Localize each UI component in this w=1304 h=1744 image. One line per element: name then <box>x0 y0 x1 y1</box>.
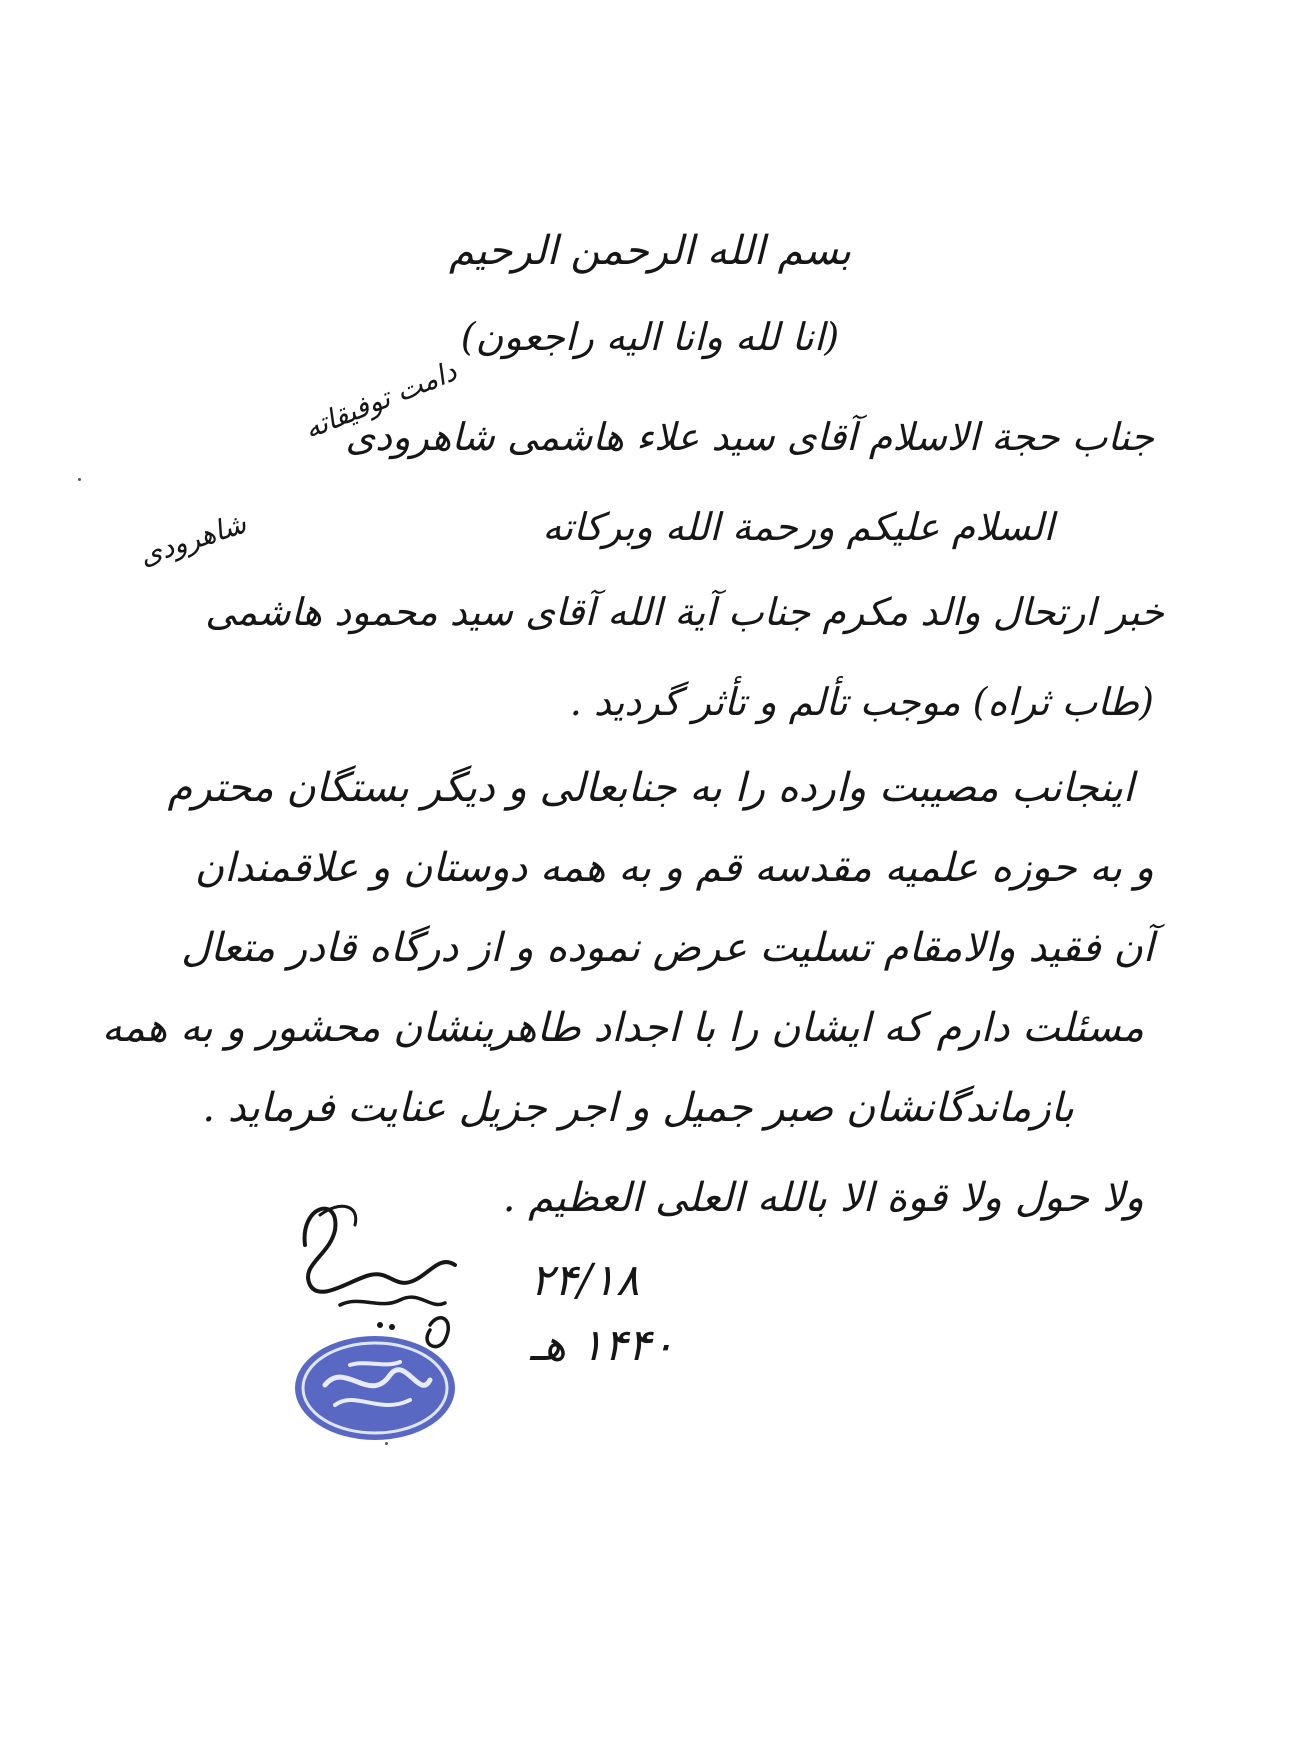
body-line: و به حوزه علمیه مقدسه قم و به همه دوستان و علاقمندان <box>194 845 1154 891</box>
paper-speck <box>385 1442 388 1445</box>
seal-stamp-icon <box>290 1330 460 1445</box>
closing-formula: ولا حول ولا قوة الا بالله العلی العظیم . <box>502 1175 1144 1221</box>
date: ۲۴/۱۸ <box>530 1255 640 1306</box>
body-line: مسئلت دارم که ایشان را با اجداد طاهرینشان محشور و به همه <box>101 1005 1144 1051</box>
body-line: آن فقید والامقام تسلیت عرض نموده و از درگاه قادر متعال <box>181 925 1154 971</box>
news-line-continued: (طاب ثراه) موجب تألم و تأثر گردید . <box>569 680 1154 724</box>
paper-speck <box>78 478 81 481</box>
hijri-year: ۱۴۴۰ هـ <box>530 1320 675 1371</box>
recipient-address: جناب حجة الاسلام آقای سید علاء هاشمی شاهرودی <box>345 415 1154 459</box>
basmala: بسم الله الرحمن الرحیم <box>448 228 852 274</box>
recipient-honorific: دامت توفیقاته <box>299 354 462 446</box>
news-line-tail: شاهرودی <box>135 506 251 573</box>
greeting: السلام علیکم ورحمة الله وبرکاته <box>542 505 1054 549</box>
body-line: بازماندگانشان صبر جمیل و اجر جزیل عنایت فرماید . <box>202 1085 1074 1131</box>
news-line: خبر ارتحال والد مکرم جناب آیة الله آقای سید محمود هاشمی <box>205 590 1164 634</box>
istirja-verse: (انا لله وانا الیه راجعون) <box>460 315 840 359</box>
body-line: اینجانب مصیبت وارده را به جنابعالی و دیگر بستگان محترم <box>167 765 1134 811</box>
